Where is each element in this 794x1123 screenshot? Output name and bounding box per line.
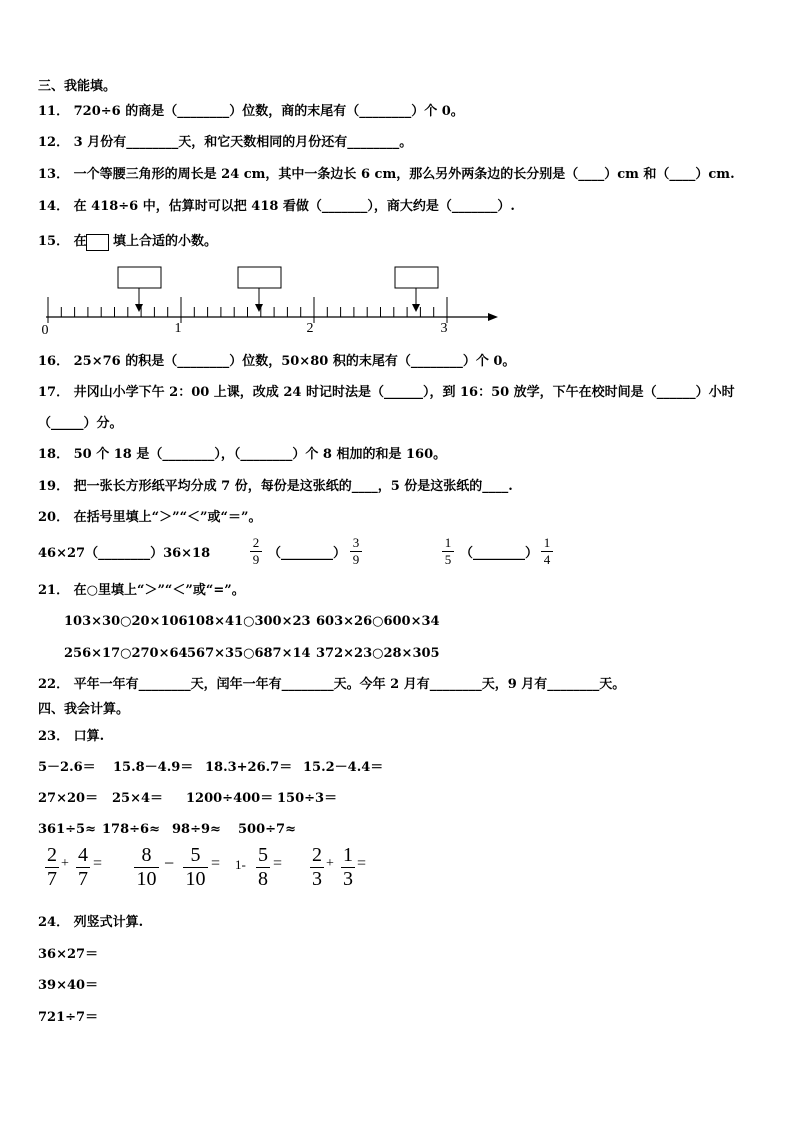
question-24: 24． 列竖式计算. [38, 915, 144, 930]
section-title-3: 三、我能填。 [38, 79, 117, 94]
vertical-calc-3: 721÷7＝ [38, 1010, 99, 1025]
question-23: 23． 口算. [38, 729, 105, 744]
equals-sign: = [211, 855, 221, 872]
question-16: 16． 25×76 的积是（________）位数，50×80 积的末尾有（________）个 0。 [38, 354, 516, 369]
calc-2-1: 27×20＝ [38, 791, 99, 806]
tick-label-0: 0 [41, 323, 49, 338]
axis-arrow [488, 313, 498, 321]
plus-sign: + [326, 856, 334, 871]
plus-sign: + [61, 856, 69, 871]
question-14: 14． 在 418÷6 中，估算时可以把 418 看做（_______），商大约是（_______）. [38, 199, 515, 214]
calc-1-1: 5－2.6＝ [38, 760, 96, 775]
fraction-1-5: 1 5 [442, 536, 454, 566]
number-line [38, 262, 503, 340]
question-13: 13． 一个等腰三角形的周长是 24 cm，其中一条边长 6 cm，那么另外两条边的长分别是（____）cm 和（____）cm. [38, 167, 735, 182]
calc-2-4: 150÷3＝ [277, 791, 338, 806]
equals-sign: = [357, 855, 367, 872]
fraction-3-9: 3 9 [350, 536, 362, 566]
tick-label-3: 3 [440, 321, 448, 336]
question-20: 20． 在括号里填上“＞”“＜”或“＝”。 [38, 510, 262, 525]
calc-2-3: 1200÷400＝ [186, 791, 274, 806]
calc-2-2: 25×4＝ [112, 791, 164, 806]
section-title-4: 四、我会计算。 [38, 702, 130, 717]
compare-item-3: 603×26○600×34 [316, 614, 440, 629]
question-18: 18． 50 个 18 是（________），（________）个 8 相加的和是 160。 [38, 447, 447, 462]
tick-label-1: 1 [174, 321, 182, 336]
calc-1-4: 15.2－4.4＝ [303, 760, 384, 775]
compare-1: 46×27（________）36×18 [38, 546, 211, 561]
tick-label-2: 2 [306, 321, 314, 336]
fraction-4-7: 4 7 [78, 844, 88, 890]
calc-3-2: 178÷6≈ [102, 822, 160, 837]
calc-3-1: 361÷5≈ [38, 822, 96, 837]
question-21: 21． 在○里填上“＞”“＜”或“=”。 [38, 583, 245, 598]
vertical-calc-1: 36×27＝ [38, 947, 99, 962]
answer-box-icon [86, 234, 109, 251]
fraction-2-9: 2 9 [250, 536, 262, 566]
vertical-calc-2: 39×40＝ [38, 978, 99, 993]
minus-sign: − [164, 853, 175, 873]
calc-3-3: 98÷9≈ [172, 822, 221, 837]
fraction-8-10: 8 10 [134, 845, 159, 890]
fraction-2-7: 2 7 [47, 844, 57, 890]
question-17a: 17． 井冈山小学下午 2：00 上课，改成 24 时记时法是（______），到 16：50 放学，下午在校时间是（______）小时 [38, 385, 735, 400]
calc-1-2: 15.8－4.9＝ [113, 760, 194, 775]
answer-box-3 [395, 267, 438, 312]
calc-1-3: 18.3+26.7＝ [205, 760, 293, 775]
one-minus: 1- [235, 857, 246, 872]
ticks [48, 297, 447, 323]
equals-sign: = [273, 855, 283, 872]
question-15-suffix: 填上合适的小数。 [113, 234, 218, 249]
question-19: 19． 把一张长方形纸平均分成 7 份，每份是这张纸的____，5 份是这张纸的____. [38, 479, 513, 494]
question-17b: （_____）分。 [38, 416, 123, 431]
fraction-1-4: 1 4 [541, 536, 553, 566]
question-15-prefix: 15． 在 [38, 234, 87, 249]
answer-box-1 [118, 267, 161, 312]
fraction-2-3: 2 3 [312, 844, 322, 890]
question-22: 22． 平年一年有________天，闰年一年有________天。今年 2 月有________天，9 月有________天。 [38, 677, 626, 692]
calc-3-4: 500÷7≈ [238, 822, 296, 837]
compare-item-5: 567×35○687×14 [187, 646, 311, 661]
question-11: 11． 720÷6 的商是（________）位数，商的末尾有（________）个 0。 [38, 104, 464, 119]
fraction-5-8: 5 8 [258, 844, 268, 890]
fraction-1-3: 1 3 [343, 844, 353, 890]
equals-sign: = [93, 855, 103, 872]
compare-item-2: 108×41○300×23 [187, 614, 311, 629]
answer-box-2 [238, 267, 281, 312]
compare-blank-3: （________） [460, 546, 539, 561]
compare-item-1: 103×30○20×106 [64, 614, 188, 629]
compare-item-6: 372×23○28×305 [316, 646, 440, 661]
compare-blank-2: （________） [268, 546, 347, 561]
fraction-5-10: 5 10 [183, 845, 208, 890]
compare-item-4: 256×17○270×64 [64, 646, 188, 661]
question-12: 12． 3 月份有________天，和它天数相同的月份还有________。 [38, 135, 413, 150]
